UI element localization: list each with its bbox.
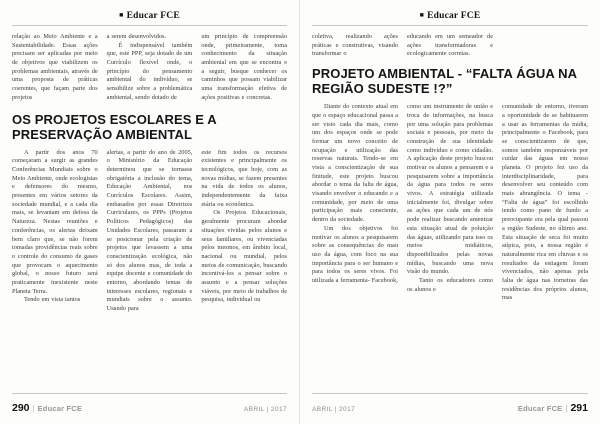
- article-body-columns: [312, 103, 588, 303]
- text-column-1: [12, 33, 98, 103]
- paragraph: A partir dos anos 70 começaram a surgir as grandes Conferências Mundiais sobre o Meio Ambiente, onde ecologistas e defensores do mesmo, presentes em vários setores da sociedade mundial, e a cada dia mais, se levantam em defesa da Natureza. Nestas reuniões e conferências, os alertas deixam bem claro que, se não forem tomadas providências reais sobre o controle do consumo de gases que provocam o aquecimento global, o nosso futuro será praticamente inexistente neste Planeta Terra.: [12, 148, 98, 295]
- page-footer-right: [312, 393, 588, 416]
- paragraph: alertas, a partir do ano de 2005, o Ministério da Educação determinou que se tornasse obrigatória a inclusão do tema, Educação Ambiental, nos Currículos Escolares. Assim, embasados por essas Diretrizes Curriculares, os PPPs (Projetos Políticos Pedagógicos) das Unidades Escolares, passaram a se posicionar pela criação de projetos que levassem a uma conscientização ecológica, não só dos alunos mas, de toda a equipe docente e comunidade do entorno, abordando temas de interesses escolares, regionais e mundiais sobre o assunto. Usando para: [106, 148, 193, 313]
- folio-separator: |: [32, 404, 35, 413]
- paragraph: Tanto os educadores como os alunos e: [407, 276, 493, 293]
- issue-date: ABRIL | 2017: [243, 406, 287, 413]
- brand-square-icon: ■: [419, 11, 425, 19]
- paragraph: este fim todos os recursos existentes e principalmente os tecnológicos, que hoje, com as novas mídias, se fazem presentes na vida de todos os alunos, independentemente da faixa etária ou econômica.: [201, 148, 288, 208]
- page-footer-left: [12, 393, 287, 416]
- header-rule: [12, 25, 287, 26]
- text-column-3: [502, 103, 588, 303]
- paragraph: Um dos objetivos foi motivar os alunos a pesquisarem sobre as consequências do mau uso da água, com foco na sua importância para o ser humano e para todos os seres vivos. Foi utilizada a ferramenta- Facebook,: [312, 224, 398, 284]
- header-rule: [312, 25, 588, 26]
- folio-separator: |: [565, 404, 568, 413]
- folio-right: [518, 398, 588, 416]
- folio-brand: Educar FCE: [517, 404, 563, 413]
- paragraph: a serem desenvolvidos.: [106, 33, 167, 40]
- text-column-2: [407, 103, 493, 303]
- text-column-1: [12, 149, 98, 314]
- paragraph: coletiva, realizando ações práticas e construtivas, visando transformar o: [312, 33, 398, 58]
- page-number: 290: [12, 402, 30, 414]
- text-column-1: [312, 103, 398, 303]
- text-column-2: [107, 33, 193, 103]
- article-body-columns: [12, 149, 287, 314]
- paragraph: Os Projetos Educacionais, geralmente procuram abordar situações vividas pelos alunos e seus familiares, ou vivenciadas pelos mesmos, em âmbito local, nacional ou mundial, pelos meios de comunicação, buscando incentivá-los a pensar sobre o assunto e a pensar soluções viáveis, por meio de trabalhos de pesquisa, individual ou: [201, 209, 288, 304]
- page-header-right: [312, 9, 588, 25]
- text-column-3: [201, 149, 287, 314]
- paragraph: Diante do contexto atual em que o espaço educacional passa a ser visto cada dia mais, como um dos espaços onde se pode formar um novo conceito de ocupação e utilização das reservas naturais. Tendo-se em vista a conscientização de sua finitude, este projeto buscou abordar o tema da falta de água, visando envolver o educando e a comunidade, por meio de uma participação mais consciente, dentro da sociedade.: [312, 103, 398, 224]
- paragraph: um princípio de compreensão onde, primeiramente, toma conhecimento da situação ambiental em que se encontra e a seguir, busque conhecer os caminhos que possam viabilizar uma transformação efetiva de ações positivas e concretas.: [201, 33, 288, 101]
- brand-square-icon: ■: [119, 11, 124, 19]
- article-headline: OS PROJETOS ESCOLARES E A PRESERVAÇÃO AMBIENTAL: [12, 111, 217, 142]
- paragraph: É indispensável também que, este PPP, seja dotado de um Currículo flexível onde, o princípio do pensamento ambiental do indivíduo, se sensibilize sobre a problemática ambiental, sendo dotado de: [106, 41, 193, 101]
- continuation-columns: [312, 33, 588, 59]
- paragraph: Tendo em vista tantos: [24, 296, 81, 304]
- paragraph: como um instrumento de união e troca de informações, na busca por uma solução para problemas sociais e pessoais, por meio da construção de sua identidade como indivíduo e como cidadão. A aplicação deste projeto buscou motivar os alunos a pensarem e a pesquisarem sobre a importância da água para todos os seres vivos. A estratégia utilizada inicialmente foi, divulgar sobre as ações que cada um de nós pode realizar buscando amenizar esta situação atual de poluição das águas, utilizando para isso os meios midiáticos, disponibilizados pelas novas mídias, buscando uma nova visão do mundo.: [407, 103, 493, 276]
- paragraph: comunidade de entorno, tiveram a oportunidade de se habituarem a usar as ferramentas da mídia, principalmente o Facebook, para se conscientizarem de que, somos também responsáveis por cuidar das águas em nosso planeta. O projeto fez uso da interdisciplinaridade, para desenvolver seu conteúdo com mais abrangência. O tema - “Falta de água” foi escolhido tendo como pano de fundo a preocupante era pela qual passou a região Sudeste, no último ano. Esta situação de seca foi muito atípica, pois, a nossa região é naturalmente rica em chuvas e os resultados da estiagem foram vivenciados, não apenas pela falta de água nas torneiras das residências dos próprios alunos, mas: [502, 103, 588, 302]
- text-column-3: [201, 33, 287, 103]
- brand-name: Educar FCE: [126, 11, 180, 21]
- folio-left: [12, 398, 82, 416]
- text-column-2: [407, 33, 493, 59]
- empty-column: [502, 33, 588, 59]
- paragraph: educando em um semeador de ações transformadoras e ecologicamente corretas.: [407, 33, 493, 58]
- text-column-2: [107, 149, 193, 314]
- paragraph: relação ao Meio Ambiente e a Sustentabilidade. Essas ações precisam ser aplicadas por meio de objetivos que viabilizem os problemas ambientais, através de uma proposta de práticas coerentes, que façam parte dos projetos: [12, 33, 98, 101]
- text-column-1: [312, 33, 398, 59]
- folio-brand: Educar FCE: [37, 404, 83, 413]
- page-number: 291: [570, 402, 588, 414]
- page-right: [300, 0, 600, 424]
- continuation-columns: [12, 33, 287, 103]
- article-headline: PROJETO AMBIENTAL - “FALTA ÁGUA NA REGIÃO SUDESTE !?”: [312, 66, 577, 97]
- brand-name: Educar FCE: [427, 11, 481, 21]
- page-header-left: [12, 9, 287, 25]
- issue-date: ABRIL | 2017: [312, 406, 356, 413]
